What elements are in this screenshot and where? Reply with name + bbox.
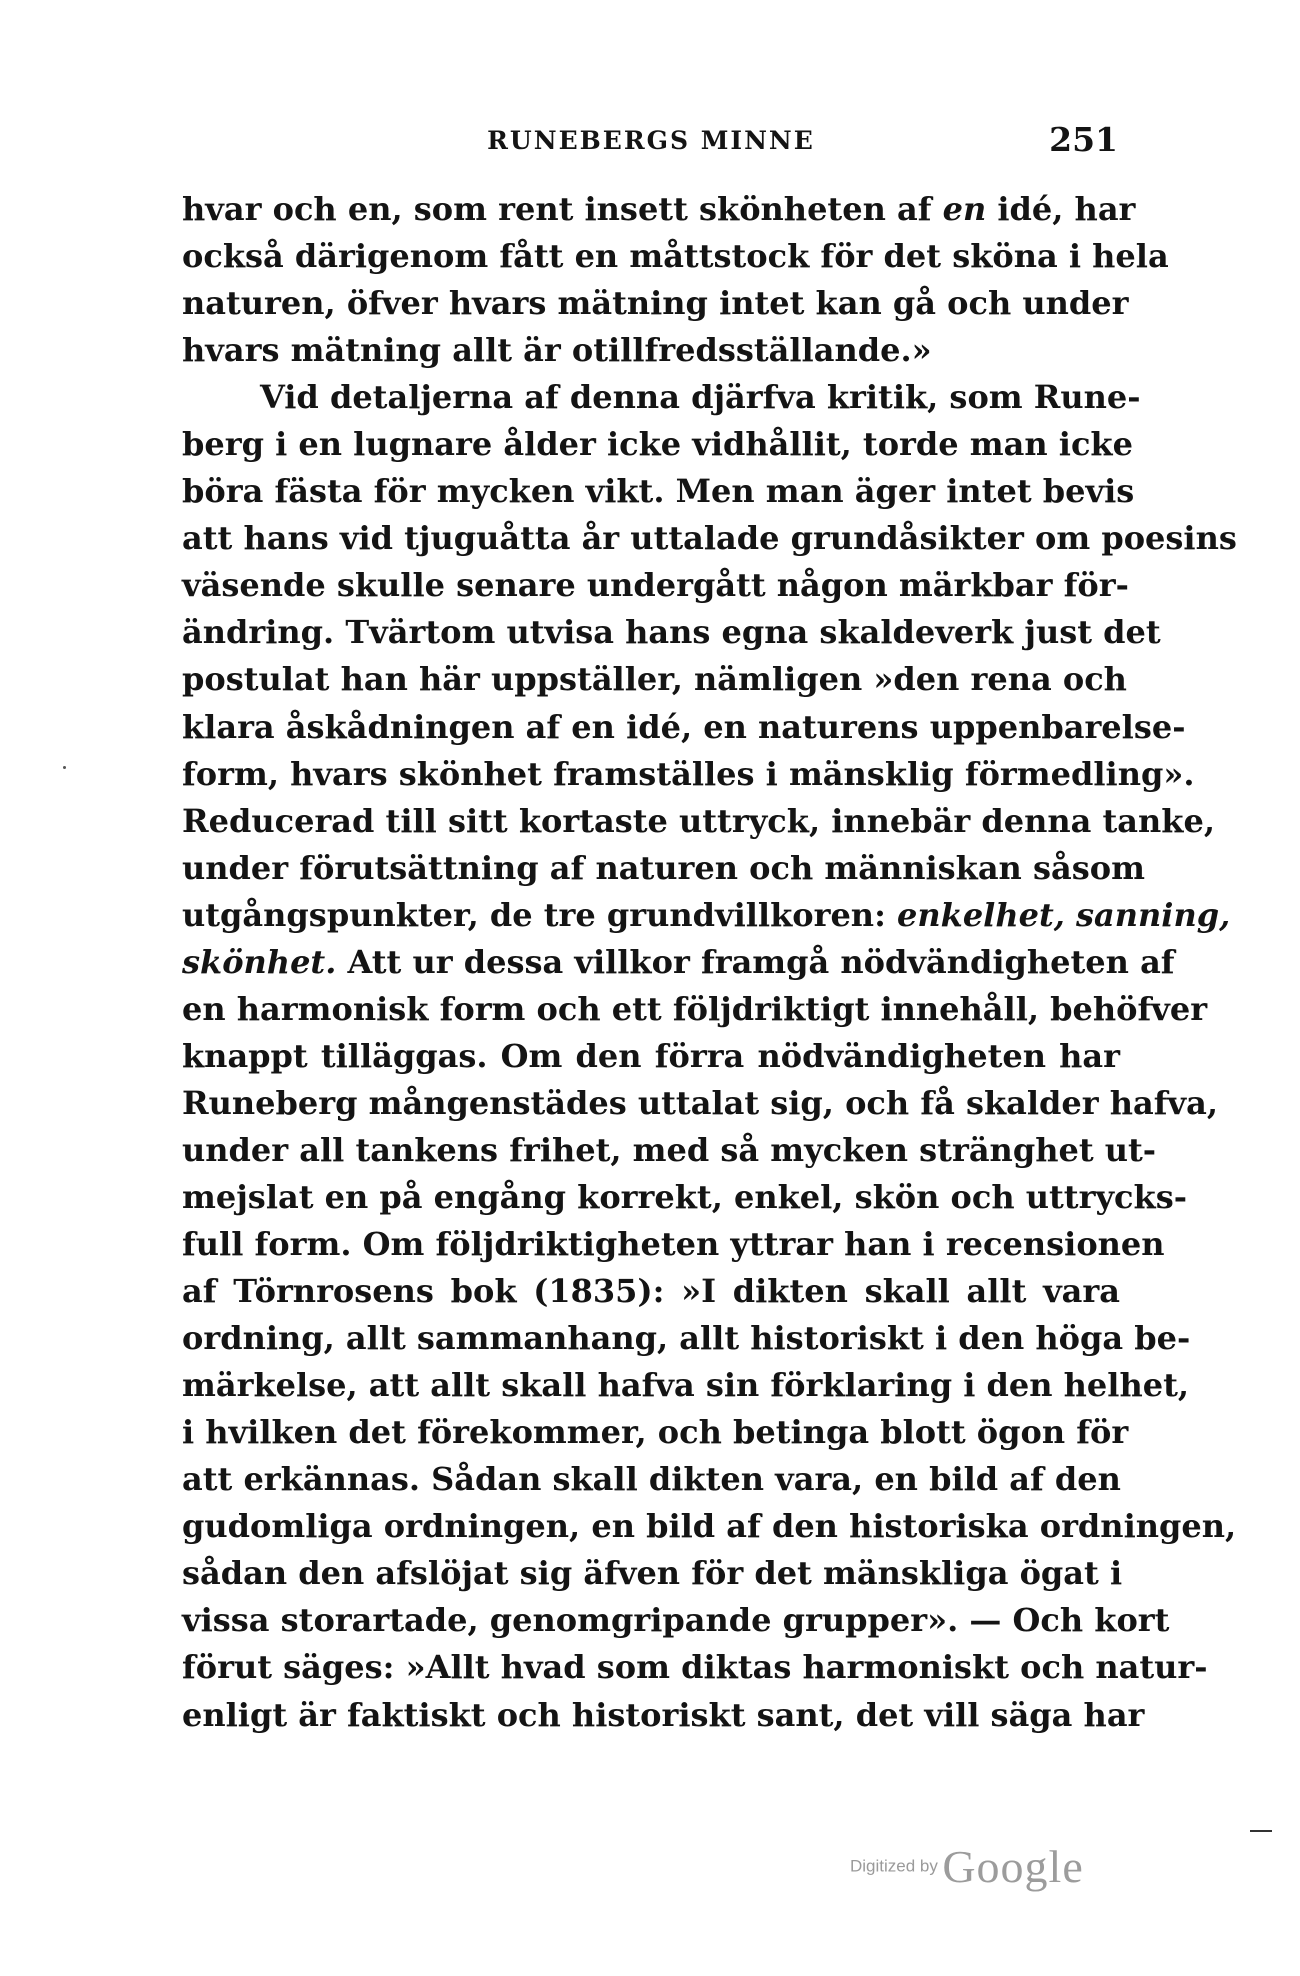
- text-run: märkelse, att allt skall hafva sin förklaring i den helhet,: [182, 1366, 1189, 1405]
- text-run: i hvilken det förekommer, och betinga blott ögon för: [182, 1413, 1129, 1452]
- google-logo: Google: [942, 1841, 1084, 1892]
- text-run: Runeberg mångenstädes uttalat sig, och få skalder hafva,: [182, 1083, 1218, 1122]
- text-run: att erkännas. Sådan skall dikten vara, en bild af den: [182, 1460, 1121, 1499]
- text-line: [182, 1503, 1237, 1550]
- text-run: sådan den afslöjat sig äfven för det mänskliga ögat i: [182, 1554, 1123, 1593]
- text-run: Att ur dessa villkor framgå nödvändigheten af: [336, 942, 1175, 981]
- italic-text: en: [942, 190, 987, 228]
- text-run: postulat han här uppställer, nämligen »den rena och: [182, 660, 1127, 699]
- text-run: knappt tilläggas. Om den förra nödvändigheten har: [182, 1036, 1120, 1075]
- text-line: [182, 986, 1208, 1033]
- text-run: naturen, öfver hvars mätning intet kan gå och under: [182, 284, 1129, 323]
- text-run: böra fästa för mycken vikt. Men man äger intet bevis: [182, 472, 1135, 511]
- text-line: [182, 1127, 1157, 1174]
- text-run: mejslat en på engång korrekt, enkel, skön och uttrycks-: [182, 1177, 1187, 1216]
- text-run: att hans vid tjuguåtta år uttalade grundåsikter om poesins: [182, 519, 1237, 558]
- text-run: väsende skulle senare undergått någon märkbar för-: [182, 566, 1129, 605]
- text-run: form, hvars skönhet framställes i mänsklig förmedling».: [182, 754, 1195, 793]
- body-text: [182, 186, 1237, 1739]
- digitized-by-google-watermark: [850, 1840, 1084, 1893]
- text-line: [182, 1597, 1170, 1644]
- text-line: [182, 1456, 1120, 1503]
- text-run: vissa storartade, genomgripande grupper». — Och kort: [182, 1601, 1170, 1640]
- text-line: [182, 656, 1127, 703]
- text-run: förut säges: »Allt hvad som diktas harmoniskt och natur-: [182, 1648, 1208, 1687]
- text-line: [182, 186, 1136, 233]
- text-line: [182, 1315, 1191, 1362]
- text-run: ändring. Tvärtom utvisa hans egna skaldeverk just det: [182, 613, 1161, 652]
- italic-text: enkelhet, sanning,: [897, 895, 1231, 934]
- text-line: [182, 1692, 1145, 1739]
- text-line: [182, 1362, 1189, 1409]
- text-line: [182, 939, 1175, 986]
- text-line: [182, 1409, 1129, 1456]
- text-run: klara åskådningen af en idé, en naturens uppenbarelse-: [182, 707, 1186, 746]
- text-run: Vid detaljerna af denna djärfva kritik, som Rune-: [260, 378, 1141, 417]
- text-run: berg i en lugnare ålder icke vidhållit, torde man icke: [182, 425, 1133, 464]
- text-run: hvars mätning allt är otillfredsställande.»: [182, 331, 932, 370]
- text-line: [182, 468, 1135, 515]
- text-line: [182, 421, 1133, 468]
- text-line: [182, 515, 1237, 562]
- text-line: [182, 1221, 1165, 1268]
- text-line: [182, 1080, 1218, 1127]
- text-run: idé, har: [986, 190, 1136, 228]
- page-header: [182, 120, 1120, 166]
- text-run: under förutsättning af naturen och människan såsom: [182, 848, 1145, 887]
- text-run: också därigenom fått en måttstock för det sköna i hela: [182, 237, 1169, 276]
- text-run: under all tankens frihet, med så mycken stränghet ut-: [182, 1130, 1157, 1169]
- text-run: af Törnrosens bok (1835): »I dikten skall allt vara: [182, 1272, 1120, 1311]
- text-line: [182, 1268, 1120, 1315]
- text-run: en harmonisk form och ett följdriktigt innehåll, behöfver: [182, 989, 1208, 1028]
- running-head: RUNEBERGS MINNE: [487, 126, 815, 155]
- text-line: [182, 1174, 1187, 1221]
- text-line: [182, 374, 1141, 421]
- text-line: [182, 280, 1129, 327]
- text-line: [182, 327, 1120, 374]
- margin-mark: [1250, 1830, 1272, 1832]
- text-run: enligt är faktiskt och historiskt sant, det vill säga har: [182, 1695, 1145, 1734]
- italic-text: skönhet.: [182, 942, 337, 981]
- scan-speck: [63, 766, 66, 769]
- text-line: [182, 704, 1186, 751]
- text-run: hvar och en, som rent insett skönheten af: [182, 190, 943, 228]
- watermark-prefix: Digitized by: [850, 1856, 938, 1876]
- text-run: Reducerad till sitt kortaste uttryck, innebär denna tanke,: [182, 801, 1215, 840]
- text-line: [182, 1644, 1208, 1691]
- text-line: [182, 1550, 1123, 1597]
- text-run: utgångspunkter, de tre grundvillkoren:: [182, 895, 898, 934]
- text-line: [182, 798, 1215, 845]
- text-run: full form. Om följdriktigheten yttrar han i recensionen: [182, 1225, 1165, 1264]
- text-line: [182, 233, 1169, 280]
- text-line: [182, 845, 1145, 892]
- text-run: gudomliga ordningen, en bild af den historiska ordningen,: [182, 1507, 1237, 1546]
- text-line: [182, 562, 1129, 609]
- text-line: [182, 1033, 1120, 1080]
- text-run: ordning, allt sammanhang, allt historiskt i den höga be-: [182, 1319, 1191, 1358]
- text-line: [182, 609, 1161, 656]
- text-line: [182, 751, 1195, 798]
- text-line: [182, 892, 1231, 939]
- page-number: 251: [1049, 120, 1118, 159]
